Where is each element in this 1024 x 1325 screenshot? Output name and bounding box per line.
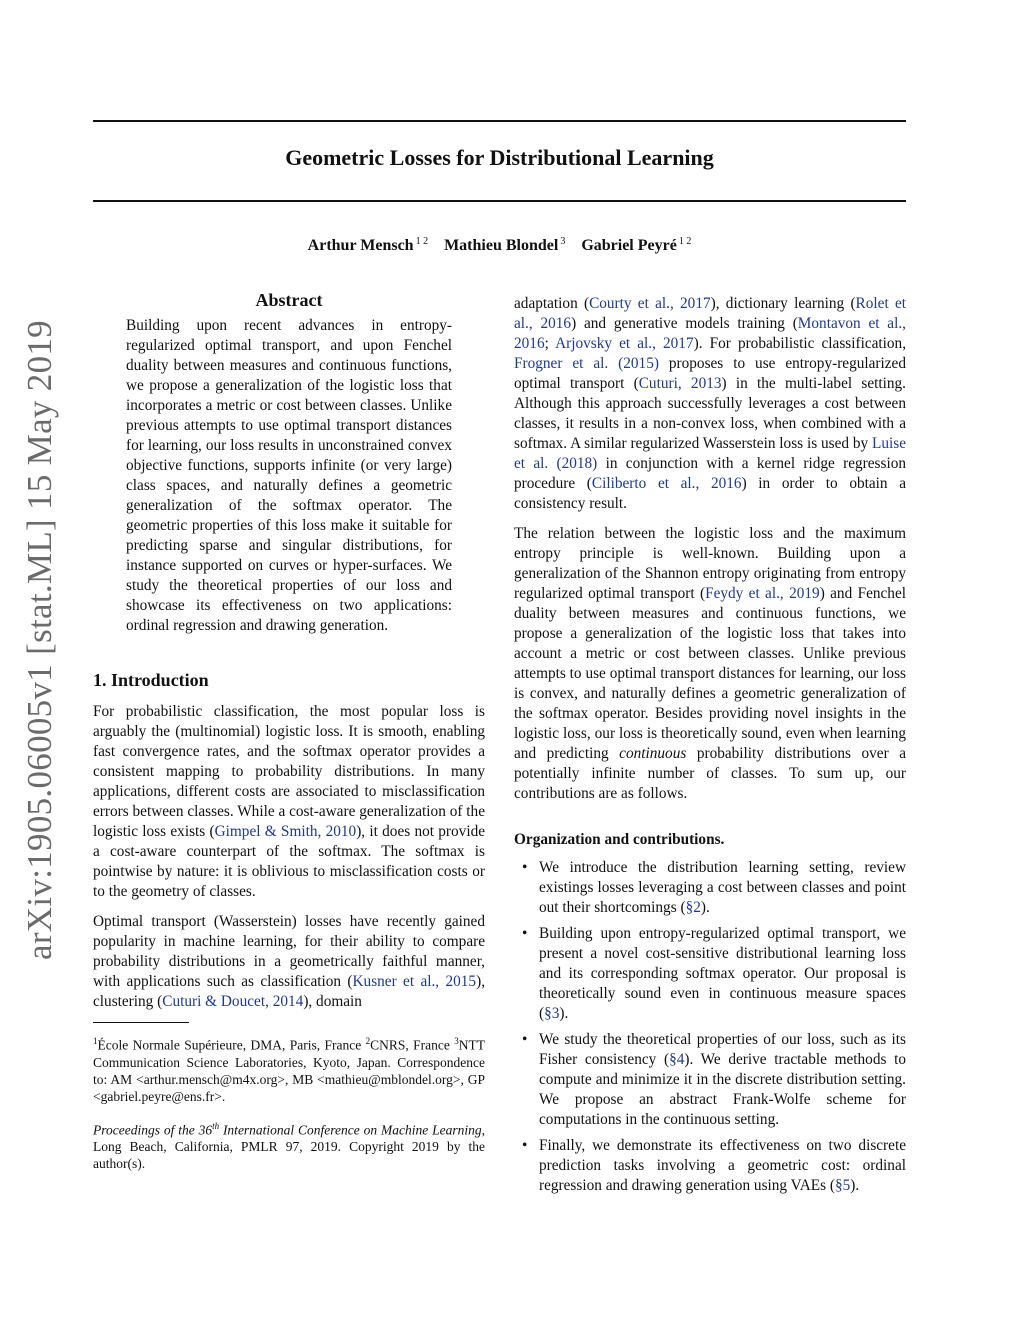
citation-link[interactable]: Cuturi, 2013 (638, 375, 722, 392)
bullet: • (522, 1137, 528, 1154)
title-rule-bottom (93, 200, 906, 202)
arxiv-stamp: arXiv:1905.06005v1 [stat.ML] 15 May 2019 (20, 320, 59, 960)
text-run: proposes to use entropy-regularized optimal transport ( (514, 355, 906, 392)
affiliation-footnote (93, 1033, 485, 1105)
citation-link[interactable]: Feydy et al., 2019 (705, 585, 820, 602)
author-affiliation: 3 (560, 236, 566, 247)
title-rule-top (93, 120, 906, 122)
author-affiliation: 1 2 (678, 236, 692, 247)
list-item (514, 858, 906, 918)
text-run: ), domain (303, 993, 362, 1010)
text-run: ) in order to obtain a consistency result. (514, 475, 906, 512)
footnote-marker: 1 (93, 1036, 98, 1046)
citation-link[interactable]: Rolet et al., 2016 (514, 295, 906, 332)
right-column (514, 294, 906, 1202)
citation-link[interactable]: Courty et al., 2017 (589, 295, 711, 312)
text-run: th (212, 1120, 220, 1131)
intro-paragraph-2 (93, 912, 485, 1012)
text-run: We introduce the distribution learning setting, review existings losses leveraging a cost between classes and point out their shortcomings ( (539, 859, 906, 916)
section-ref-link[interactable]: §5 (834, 1177, 851, 1194)
citation-link[interactable]: Frogner et al. (2015) (514, 355, 659, 372)
abstract-heading: Abstract (255, 290, 323, 310)
bullet: • (522, 1031, 528, 1048)
intro-paragraph-3 (514, 294, 906, 514)
author-list (93, 236, 906, 255)
text-run: Optimal transport (Wasserstein) losses have recently gained popularity in machine learning, for their ability to compare probability distributions in a geometrically faithful manner, with applications such as classification ( (93, 913, 485, 990)
intro-paragraph-1 (93, 702, 485, 902)
paper-title: Geometric Losses for Distributional Learning (285, 145, 714, 170)
text-run: Proceedings of the (93, 1122, 199, 1137)
text-run: probability distributions over a potentially infinite number of classes. To sum up, our contributions are as follows. (514, 745, 906, 802)
text-run: adaptation ( (514, 295, 590, 312)
footnote-rule (93, 1022, 189, 1023)
citation-link[interactable]: Ciliberto et al., 2016 (591, 475, 742, 492)
text-run: ) and generative models training ( (571, 315, 798, 332)
text-run: ). (559, 1005, 569, 1022)
intro-paragraph-4 (514, 524, 906, 804)
author-name: Arthur Mensch (307, 237, 414, 254)
section-ref-link[interactable]: §3 (544, 1005, 560, 1022)
text-run: ). (700, 899, 710, 916)
text-run: , Long Beach, California, PMLR 97, 2019. Copyright 2019 by the author(s). (93, 1122, 485, 1171)
list-item (514, 1136, 906, 1196)
author-name: Gabriel Peyré (581, 237, 677, 254)
list-item (514, 1030, 906, 1130)
footnote-marker: 2 (365, 1036, 371, 1046)
text-run: For probabilistic classification, the most popular loss is arguably the (multinomial) logistic loss. It is smooth, enabling fast convergence rates, and the softmax operator provides a consistent mapping to probability distributions. In many applications, different costs are associated to misclassification errors between classes. While a cost-aware generalization of the logistic loss exists ( (93, 703, 485, 840)
text-run: NTT Communication Science Laboratories, Kyoto, Japan. Correspondence to: AM <arthur.mensch@m4x.org>, MB <mathieu@mblondel.org>, GP <gabriel.peyre@ens.fr>. (93, 1037, 485, 1104)
citation-link[interactable]: Luise et al. (2018) (514, 435, 906, 472)
proceedings-note (93, 1118, 485, 1173)
section-heading-introduction: 1. Introduction (93, 670, 209, 690)
author-2 (444, 237, 565, 254)
citation-link[interactable]: Montavon et al., 2016 (514, 315, 906, 352)
text-run: ), it does not provide a cost-aware counterpart of the softmax. The softmax is pointwise by nature: it is oblivious to misclassification costs or to the geometry of classes. (93, 823, 486, 900)
citation-link[interactable]: Kusner et al., 2015 (352, 973, 477, 990)
text-run: The relation between the logistic loss and the maximum entropy principle is well-known. Building upon a generalization of the Shannon entropy originating from entropy regularized optimal transport ( (514, 525, 906, 602)
abstract-text: Building upon recent advances in entropy-regularized optimal transport, and upon Fenchel duality between measures and continuous functions, we propose a generalization of the logistic loss that incorporates a metric or cost between classes. Unlike previous attempts to use optimal transport distances for learning, our loss results in unconstrained convex objective functions, supports infinite (or very large) class spaces, and naturally defines a geometric generalization of the softmax operator. The geometric properties of this loss make it suitable for predicting sparse and singular distributions, for instance supported on curves or hyper-surfaces. We study the theoretical properties of our loss and showcase its effectiveness on two applications: ordinal regression and drawing generation. (126, 317, 452, 634)
text-run: in conjunction with a kernel ridge regression procedure ( (514, 455, 906, 492)
left-column (93, 290, 485, 1185)
bullet: • (522, 859, 528, 876)
organization-heading: Organization and contributions. (514, 831, 725, 848)
text-run: Building upon entropy-regularized optimal transport, we present a novel cost-sensitive distributional learning loss and its corresponding softmax operator. Our proposal is theoretically sound even in continuous measure spaces ( (539, 925, 906, 1022)
text-run: We study the theoretical properties of our loss, such as its Fisher consistency ( (539, 1031, 906, 1068)
text-run: ) in the multi-label setting. Although this approach successfully leverages a cost between classes, it results in a non-convex loss, when combined with a softmax. A similar regularized Wasserstein loss is used by (514, 375, 906, 452)
text-run: ). For probabilistic classification, (693, 335, 907, 352)
text-run: ), dictionary learning ( (710, 295, 856, 312)
citation-link[interactable]: Cuturi & Doucet, 2014 (162, 993, 304, 1010)
footnote-marker: 3 (454, 1036, 459, 1046)
text-run: ). (850, 1177, 860, 1194)
author-3 (581, 237, 691, 254)
text-run: ). We derive tractable methods to compute and minimize it in the discrete distribution setting. We propose an abstract Frank-Wolfe scheme for computations in the continuous setting. (539, 1051, 906, 1128)
text-run: Finally, we demonstrate its effectiveness on two discrete prediction tasks involving a geometric cost: ordinal regression and drawing generation using VAEs ( (539, 1137, 906, 1194)
citation-link[interactable]: Arjovsky et al., 2017 (555, 335, 694, 352)
text-run: CNRS, France (370, 1037, 455, 1053)
text-run: École Normale Supérieure, DMA, Paris, France (97, 1037, 366, 1053)
text-run: International Conference on Machine Learning (219, 1122, 482, 1137)
author-affiliation: 1 2 (415, 236, 429, 247)
author-1 (308, 237, 428, 254)
section-ref-link[interactable]: §4 (669, 1051, 685, 1068)
contributions-list (514, 858, 906, 1196)
text-run: 36 (198, 1122, 213, 1137)
text-run: ; (544, 335, 556, 352)
text-run: ), clustering ( (93, 973, 486, 1010)
citation-link[interactable]: Gimpel & Smith, 2010 (214, 823, 357, 840)
bullet: • (522, 925, 528, 942)
text-run: continuous (619, 745, 687, 762)
list-item (514, 924, 906, 1024)
section-ref-link[interactable]: §2 (685, 899, 701, 916)
author-name: Mathieu Blondel (444, 237, 559, 254)
text-run: ) and Fenchel duality between measures and continuous functions, we propose a generalization of the logistic loss that takes into account a metric or cost between classes. Unlike previous attempts to use optimal transport distances for learning, our loss is convex, and naturally defines a geometric generalization of the softmax operator. Besides providing novel insights in the logistic loss, our loss is theoretically sound, even when learning and predicting (514, 585, 906, 762)
